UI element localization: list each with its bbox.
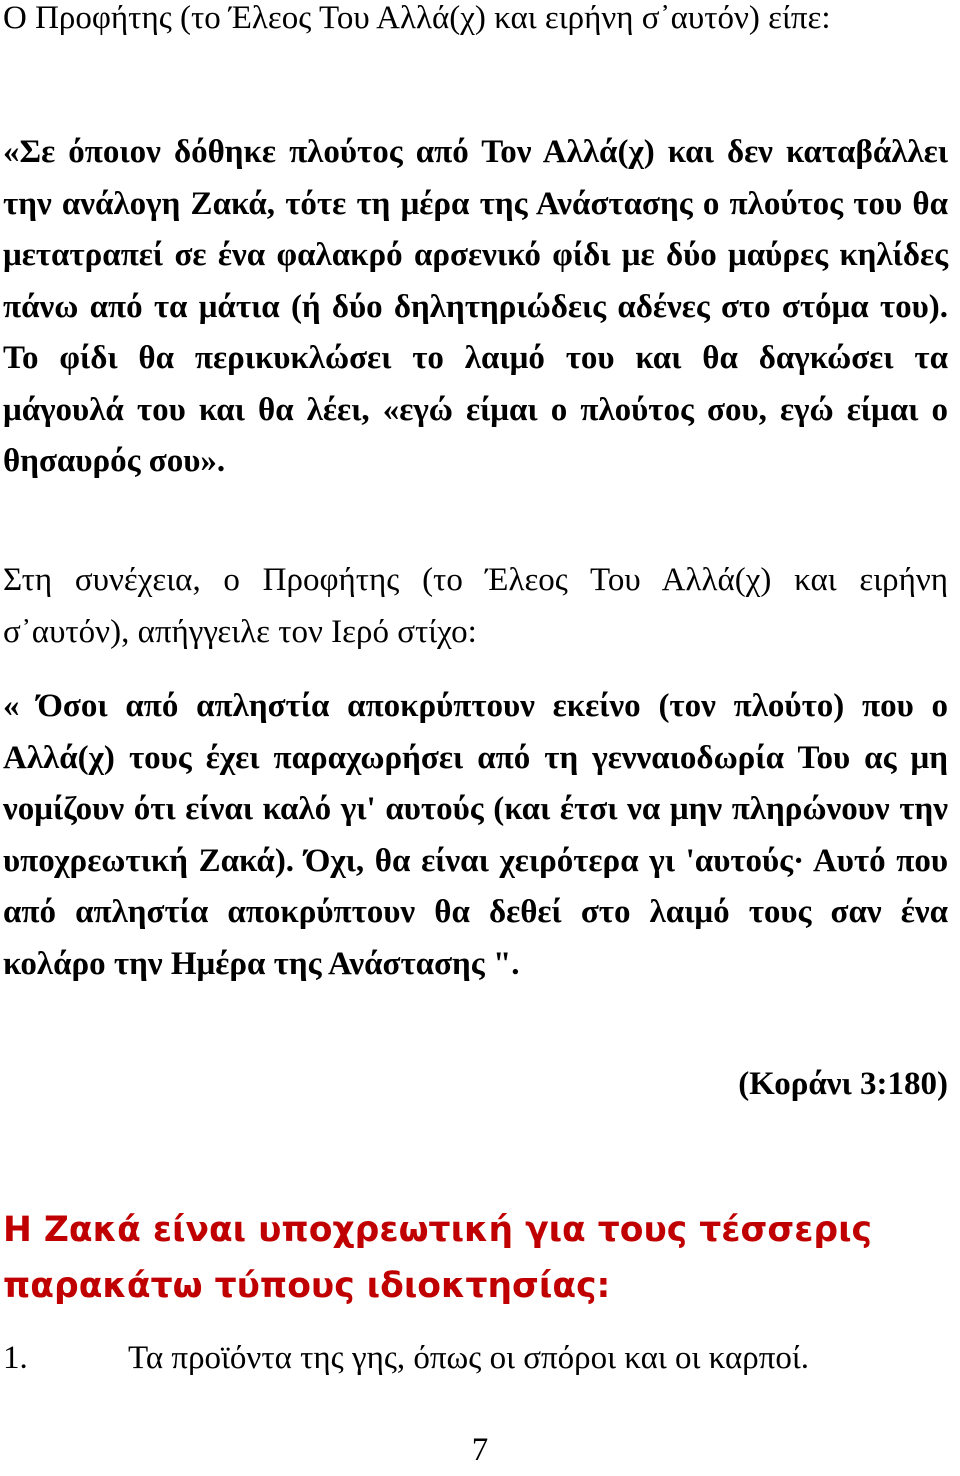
narration-paragraph: Στη συνέχεια, ο Προφήτης (το Έλεος Του Αλλά(χ) και ειρήνη σ᾽αυτόν), απήγγειλε τον Ιερό στίχο:: [3, 562, 948, 650]
list-item-number: 1.: [3, 1340, 28, 1376]
verse-reference: (Κοράνι 3:180): [738, 1066, 948, 1102]
list-item: [3, 1332, 948, 1384]
quran-verse: « Όσοι από απληστία αποκρύπτουν εκείνο (τον πλούτο) που ο Αλλά(χ) τους έχει παραχωρήσει από τη γενναιοδωρία Του ας μη νομίζουν ότι είναι καλό γι' αυτούς (και έτσι να μην πληρώνουν την υποχρεωτική Ζακά). Όχι, θα είναι χειρότερα γι 'αυτούς· Αυτό που από απληστία αποκρύπτουν θα δεθεί στο λαιμό τους σαν ένα κολάρο την Ημέρα της Ανάστασης ".: [3, 688, 948, 982]
list-item-text: Τα προϊόντα της γης, όπως οι σπόροι και οι καρποί.: [128, 1340, 810, 1376]
page-number: 7: [471, 1432, 489, 1468]
section-heading: Η Ζακά είναι υποχρεωτική για τους τέσσερις παρακάτω τύπους ιδιοκτησίας:: [3, 1210, 872, 1306]
intro-paragraph: Ο Προφήτης (το Έλεος Του Αλλά(χ) και ειρήνη σ᾽αυτόν) είπε:: [3, 0, 831, 36]
hadith-quote: «Σε όποιον δόθηκε πλούτος από Τον Αλλά(χ) και δεν καταβάλλει την ανάλογη Ζακά, τότε τη μέρα της Ανάστασης ο πλούτος του θα μετατραπεί σε ένα φαλακρό αρσενικό φίδι με δύο μαύρες κηλίδες πάνω από τα μάτια (ή δύο δηλητηριώδεις αδένες στο στόμα του). Το φίδι θα περικυκλώσει το λαιμό του και θα δαγκώσει τα μάγουλά του και θα λέει, «εγώ είμαι ο πλούτος σου, εγώ είμαι ο θησαυρός σου».: [3, 134, 948, 479]
